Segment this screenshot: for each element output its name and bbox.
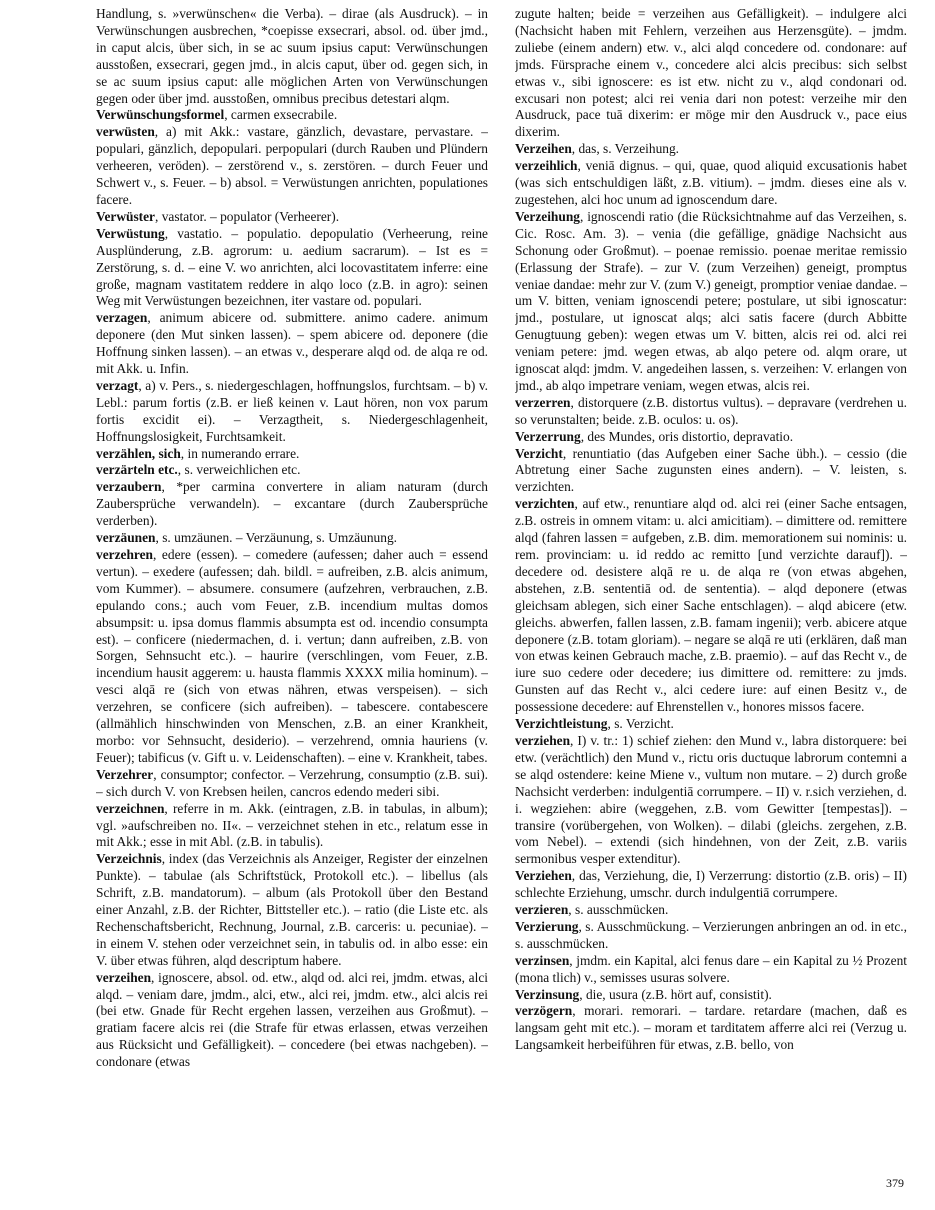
dictionary-entry xyxy=(515,868,907,902)
entry-definition: , I) v. tr.: 1) schief ziehen: den Mund v., labra distorquere: bei etw. (verächtlich) den Mund v., rictu oris ductuque labrorum contemni a se alqd ostendere: keine Miene v., vultum non mutare. – 2) durch große Nachsicht verderben: indulgentiā corrumpere. – II) v. r.sich verziehen, d. i. wegziehen: abire (weggehen, z.B. vom Gewitter [tempestas]). – transire (vorübergehen, von Wolken). – dilabi (gleichs. zergehen, z.B. vom Nebel). – extendi (sich hindehnen, von der Zeit, z.B. variis sermonibus vesper extenditur). xyxy=(515,732,907,867)
entry-definition: , in numerando errare. xyxy=(180,445,300,461)
dictionary-entry xyxy=(96,6,488,107)
entry-headword: Verwüstung xyxy=(96,225,165,241)
entry-definition: Handlung, s. »verwünschen« die Verba). – dirae (als Ausdruck). – in Verwünschungen ausbrechen, *coepisse exsecrari, absol. od. über jmd., in caput alcis, über sich, in se ac suum ipsius caput: Verwünschungen ausstoßen, exsecrari, gegen jmd., in alcis caput, über od. gegen sich, in se ac suum ipsius caput: alle möglichen Arten von Verwünschungen gegen oder über jmd. ausstoßen, omnibus precibus detestari alqm. xyxy=(96,6,488,106)
dictionary-entry xyxy=(515,141,907,158)
dictionary-entry xyxy=(515,987,907,1004)
entry-definition: , morari. remorari. – tardare. retardare (machen, daß es langsam geht mit etc.). – moram et tarditatem afferre alci rei (Verzug u. Langsamkeit herbeiführen für etwas, z.B. bello, von xyxy=(515,1003,907,1053)
entry-definition: , s. Verzicht. xyxy=(607,716,674,732)
entry-headword: verzählen, sich xyxy=(96,445,181,461)
entry-definition: , carmen exsecrabile. xyxy=(224,107,338,123)
entry-headword: Verwünschungsformel xyxy=(96,107,225,123)
entry-headword: verzeihlich xyxy=(515,158,578,174)
dictionary-entry xyxy=(96,851,488,969)
dictionary-entry xyxy=(96,124,488,209)
entry-headword: Verzeihen xyxy=(515,141,572,157)
dictionary-entry xyxy=(515,6,907,141)
dictionary-entry xyxy=(515,716,907,733)
entry-headword: verzerren xyxy=(515,394,571,410)
dictionary-entry xyxy=(96,767,488,801)
entry-definition: , s. umzäunen. – Verzäunung, s. Umzäunung. xyxy=(155,530,397,546)
entry-headword: verzärteln etc. xyxy=(96,462,178,478)
entry-headword: verzieren xyxy=(515,902,569,918)
entry-definition: , vastator. – populator (Verheerer). xyxy=(155,208,340,224)
entry-headword: Verzinsung xyxy=(515,986,580,1002)
dictionary-entry xyxy=(515,209,907,395)
entry-definition: , vastatio. – populatio. depopulatio (Verheerung, reine Ausplünderung, z.B. agrorum: u. aedium sacrarum). – Ist es = Zerstörung, s. d. – eine V. wo anrichten, alci locovastitatem inferre: eine große, magnam vastitatem reddere in alqo loco (z.B. in agro): seinen Weg mit Verwüstungen bezeichnen, iter vastare od. populari. xyxy=(96,225,488,309)
dictionary-entry xyxy=(96,970,488,1071)
entry-definition: , consumptor; confector. – Verzehrung, consumptio (z.B. sui). – sich durch V. von Krebsen heilen, cancros edendo mederi sibi. xyxy=(96,766,488,799)
entry-headword: Verzicht xyxy=(515,445,563,461)
dictionary-page xyxy=(96,6,908,1190)
dictionary-entry xyxy=(515,158,907,209)
entry-definition: , referre in m. Akk. (eintragen, z.B. in tabulas, in album); vgl. »aufschreiben no. II«. – verzeichnet stehen in etc., relatum esse in mit Akk.; esse in mit Abl. (z.B. in tabulis). xyxy=(96,800,488,850)
entry-headword: verzögern xyxy=(515,1003,573,1019)
entry-definition: , s. ausschmücken. xyxy=(568,902,669,918)
dictionary-entry xyxy=(515,446,907,497)
entry-definition: , edere (essen). – comedere (aufessen; daher auch = essend vertun). – exedere (aufessen; dah. bildl. = aufreiben, z.B. alcis animum, vom Kummer). – absumere. consumere (aufzehren, verbrauchen, z.B. epulando cons.; auch vom Feuer, z.B. incendium multas domos absumpsit: u. ipsa domus flammis absumpta est od. incendio consumpta est). – conficere (niedermachen, d. i. vertun; dann aufreiben, z.B. von Sorgen, Sehnsucht etc.). – haurire (verschlingen, vom Feuer, z.B. incendium hausit aggerem: u. hausta flammis XXXX milia hominum). – vesci alqā re (sich von etwas nähren, etwas verspeisen). – sich verzehren, se conficere (sich aufreiben). – tabescere. contabescere (allmählich hinschwinden von Menschen, z.B. an einer Krankheit, morbo: vor Sehnsucht, desiderio). – verzehrend, omnia hauriens (v. Feuer); tabificus (v. Gift u. v. Leidenschaften). – eine v. Krankheit, tabes. xyxy=(96,547,488,765)
entry-headword: verziehen xyxy=(515,732,571,748)
dictionary-entry xyxy=(515,429,907,446)
entry-definition: , veniā dignus. – qui, quae, quod aliquid excusationis habet (was sich entschuldigen läßt, z.B. vitium). – jmdm. dieses eine als v. zugestehen, alci hoc unum ad ignoscendum dare. xyxy=(515,158,907,207)
entry-definition: , das, s. Verzeihung. xyxy=(571,141,680,157)
entry-definition: , animum abicere od. submittere. animo cadere. animum deponere (den Mut sinken lassen). – spem abicere od. deponere (die Hoffnung sinken lassen). – an etwas v., desperare alqd od. de alqa re od. mit Akk. u. Infin. xyxy=(96,310,488,377)
entry-headword: Verzeihung xyxy=(515,208,580,224)
dictionary-entry xyxy=(96,209,488,226)
entry-definition: , index (das Verzeichnis als Anzeiger, Register der einzelnen Punkte). – tabulae (als Schriftstück, Protokoll etc.). – libellus (als Schrift, z.B. mandatorum). – album (als Protokoll über den Bestand einer Anzahl, z.B. der Richter, Bittsteller etc.). – ratio (die Liste etc. als Rechenschaftsbericht, Rechnung, Journal, z.B. carceris: u. pecuniae). – in einem V. stehen oder verzeichnet sein, in tabulis od. in albo esse: ein V. über etwas führen, alqd descriptum habere. xyxy=(96,851,488,968)
entry-headword: Verzehrer xyxy=(96,766,154,782)
entry-definition: , des Mundes, oris distortio, depravatio. xyxy=(580,428,794,444)
entry-headword: Verzichtleistung xyxy=(515,716,608,732)
entry-definition: , ignoscendi ratio (die Rücksichtnahme auf das Verzeihen, s. Cic. Rosc. Am. 3). – venia (die gefällige, gnädige Nachsicht aus Schonung oder Großmut). – poenae remissio. poenae meritae remissio (Erlassung der Strafe). – zur V. (zum Verzeihen) geneigt, promptus veniae dandae: mehr zur V. (zum V.) geneigt, promptior veniae dandae. – um V. bitten, veniam ignoscendi petere; postulare, ut sibi ignoscatur: jmd., postulare, ut ignoscat alqs; alci satis facere (durch Abbitte Genugtuung geben): wegen etwas um V. bitten, alcis rei od. alci rei veniam petere: jmd. wegen etwas, ab alqo petere od. alqm orare, ut ignoscat alqd: jmdm. V. angedeihen lassen, s. verzeihen: V. erlangen von jmd., ab alqo impetrare veniam, wegen etwas, alcis rei. xyxy=(515,208,907,393)
entry-headword: Verziehen xyxy=(515,868,572,884)
dictionary-entry xyxy=(515,902,907,919)
entry-headword: verzäunen xyxy=(96,530,156,546)
left-column xyxy=(96,6,488,1172)
dictionary-entry xyxy=(515,919,907,953)
entry-headword: verzaubern xyxy=(96,479,162,495)
dictionary-entry xyxy=(96,801,488,852)
entry-definition: , distorquere (z.B. distortus vultus). – depravare (verdrehen u. so verunstalten; beide. z.B. oculos: u. os). xyxy=(515,394,907,427)
dictionary-entry xyxy=(96,378,488,446)
dictionary-entry xyxy=(96,310,488,378)
entry-headword: Verwüster xyxy=(96,208,156,224)
dictionary-entry xyxy=(515,1003,907,1054)
entry-headword: verwüsten xyxy=(96,124,155,140)
entry-definition: , jmdm. ein Kapital, alci fenus dare – ein Kapital zu ½ Prozent (mona tlich) v., semisses usuras solvere. xyxy=(515,952,907,985)
dictionary-entry xyxy=(515,953,907,987)
dictionary-entry xyxy=(96,107,488,124)
entry-headword: verzinsen xyxy=(515,952,570,968)
entry-definition: , die, usura (z.B. hört auf, consistit). xyxy=(579,986,772,1002)
entry-definition: , auf etw., renuntiare alqd od. alci rei (einer Sache entsagen, z.B. ostreis in omnem vitam: u. alci amicitiam). – dimittere od. remittere alqd (fahren lassen = aufgeben, z.B. dim. memorationem sui nominis: u. rem. provinciam: u. id reddo ac remitto [und verzichte darauf]). – decedere od. desistere alqā re u. de alqa re (von etwas abgehen, abstehen, z.B. sententiā od. de sententia). – alqd deponere (etwas gleichsam ablegen, sich einer Sache entschlagen). – alqd abicere (etw. gleichs. abwerfen, fallen lassen, z.B. famam ingenii); verb. abicere atque deponere (z.B. totam gloriam). – negare se alqā re uti (erklären, daß man von etwas keinen Gebrauch mache, z.B. praemio). – auf das Recht v., de iure suo cedere oder decedere; ius dimittere od. remittere: zu jmds. Gunsten auf das Recht v., alci cedere iure: auf einen Besitz v., de possessione decedere: auf Ehrenstellen v., honores missos facere. xyxy=(515,496,907,715)
entry-headword: Verzerrung xyxy=(515,428,581,444)
dictionary-entry xyxy=(96,462,488,479)
entry-definition: , renuntiatio (das Aufgeben einer Sache übh.). – cessio (die Abtretung einer Sache zugunsten eines andern). – V. leisten, s. verzichten. xyxy=(515,445,907,495)
entry-definition: , s. verweichlichen etc. xyxy=(177,462,301,478)
entry-definition: , *per carmina convertere in aliam naturam (durch Zaubersprüche verwandeln). – excantare (durch Zaubersprüche verderben). xyxy=(96,479,488,529)
entry-definition: , das, Verziehung, die, I) Verzerrung: distortio (z.B. oris) – II) schlechte Erziehung, umschr. durch indulgentiā corrumpere. xyxy=(515,868,907,901)
right-column xyxy=(515,6,907,1172)
dictionary-entry xyxy=(96,547,488,767)
dictionary-entry xyxy=(96,530,488,547)
entry-headword: verzichten xyxy=(515,496,575,512)
entry-definition: , a) mit Akk.: vastare, gänzlich, devastare, pervastare. – populari, gänzlich, depopulari. perpopulari (durch Rauben und Plündern verheeren, veröden). – zerstörend v., s. zerstören. – durch Feuer und Schwert v., s. Feuer. – b) absol. = Verwüstungen anrichten, populationes facere. xyxy=(96,124,488,207)
dictionary-entry xyxy=(515,395,907,429)
entry-definition: , a) v. Pers., s. niedergeschlagen, hoffnungslos, furchtsam. – b) v. Lebl.: parum fortis (z.B. er ließ keinen v. Laut hören, non vox parum fortis excidit ei). – Verzagtheit, s. Niedergeschlagenheit, Hoffnungslosigkeit, Furchtsamkeit. xyxy=(96,377,488,444)
entry-headword: Verzeichnis xyxy=(96,851,162,867)
entry-headword: verzehren xyxy=(96,547,154,562)
dictionary-entry xyxy=(96,479,488,530)
entry-headword: verzeihen xyxy=(96,969,152,985)
entry-headword: verzeichnen xyxy=(96,800,165,816)
entry-definition: , s. Ausschmückung. – Verzierungen anbringen an od. in etc., s. ausschmücken. xyxy=(515,918,907,951)
page-number: 379 xyxy=(886,1176,904,1190)
dictionary-entry xyxy=(515,496,907,716)
entry-definition: , ignoscere, absol. od. etw., alqd od. alci rei, jmdm. etwas, alci alqd. – veniam dare, jmdm., alci, etw., alci rei, jmdm. etw., alci alcis rei (bei etw. Gnade für Recht ergehen lassen, verzeihen aus Großmut). – gratiam facere alcis rei (die Strafe für etwas erlassen, etwas verzeihen aus Rücksicht und Gefälligkeit). – concedere (bei etwas nachgeben). – condonare (etwas xyxy=(96,969,488,1070)
entry-definition: zugute halten; beide = verzeihen aus Gefälligkeit). – indulgere alci (Nachsicht haben mit Fehlern, verzeihen aus Herzensgüte). – jmdm. zuliebe (einem andern) etw. v., alci alqd concedere od. condonare: auf jmds. Fürsprache einem v., concedere alci alcis precibus: sich selbst etwas v., sibi ignoscere: es ist etw. nicht zu v., alqd condonari od. excusari non potest; alci rei venia dari non potest: verzeihe mir den Ausdruck, pace tuā dixerim: er möge mir den Ausdruck v., pace eius dixerim. xyxy=(515,6,907,140)
dictionary-entry xyxy=(96,226,488,311)
entry-headword: verzagt xyxy=(96,377,139,393)
dictionary-entry xyxy=(96,446,488,463)
dictionary-entry xyxy=(515,733,907,868)
entry-headword: verzagen xyxy=(96,310,148,326)
entry-headword: Verzierung xyxy=(515,918,579,934)
